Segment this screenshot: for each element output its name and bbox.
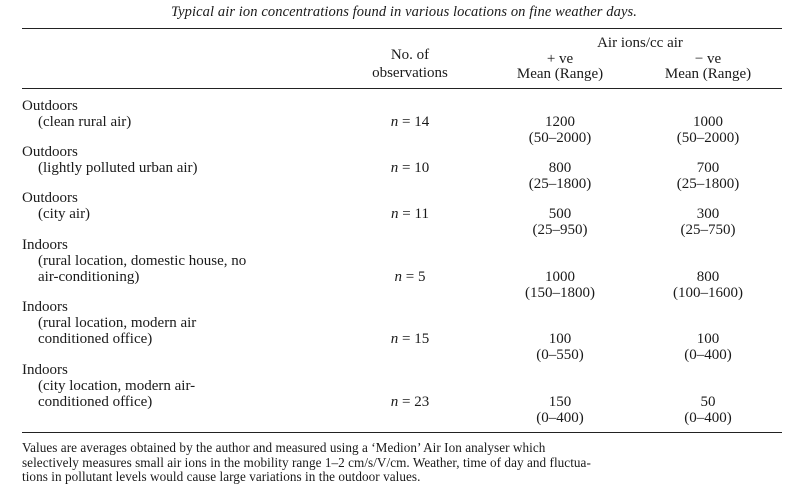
positive-range: (50–2000) (528, 130, 592, 146)
row-location: Outdoors (22, 144, 78, 160)
obs-header-line2: observations (372, 65, 448, 81)
row-description: (clean rural air) (38, 114, 132, 130)
n-symbol: n (394, 269, 403, 285)
header-rule (22, 88, 782, 89)
n-symbol: n (390, 160, 399, 176)
negative-mean: 300 (696, 206, 720, 222)
negative-mean: 1000 (693, 114, 723, 130)
row-description: (rural location, modern air (38, 315, 197, 331)
negative-range: (50–2000) (676, 130, 740, 146)
row-observations (350, 331, 470, 348)
positive-range: (25–1800) (528, 176, 592, 192)
footnote-line: tions in pollutant levels would cause large variations in the outdoor values. (22, 469, 421, 484)
positive-header: + ve (546, 51, 574, 67)
row-description: conditioned office) (38, 394, 153, 410)
positive-range: (0–550) (536, 347, 584, 363)
negative-mean-range-header: Mean (Range) (664, 66, 752, 82)
bottom-rule (22, 432, 782, 433)
positive-mean-range-header: Mean (Range) (516, 66, 604, 82)
row-description: conditioned office) (38, 331, 153, 347)
n-value: = 14 (402, 114, 430, 130)
table-caption: Typical air ion concentrations found in various locations on fine weather days. (171, 4, 637, 20)
n-value: = 10 (402, 160, 430, 176)
negative-range: (100–1600) (673, 285, 743, 301)
negative-mean: 100 (696, 331, 720, 347)
positive-mean: 1200 (545, 114, 575, 130)
n-symbol: n (390, 331, 399, 347)
positive-mean: 150 (548, 394, 572, 410)
row-description: (city air) (38, 206, 91, 222)
n-value: = 15 (402, 331, 430, 347)
n-value: = 5 (405, 269, 426, 285)
row-description: (rural location, domestic house, no (38, 253, 247, 269)
positive-mean: 100 (548, 331, 572, 347)
negative-range: (0–400) (684, 347, 732, 363)
positive-mean: 500 (548, 206, 572, 222)
table-footnote (22, 441, 792, 485)
positive-range: (0–400) (536, 410, 584, 426)
negative-header: − ve (694, 51, 722, 67)
row-location: Outdoors (22, 98, 78, 114)
positive-range: (150–1800) (525, 285, 595, 301)
positive-mean: 1000 (545, 269, 575, 285)
negative-range: (25–750) (680, 222, 736, 238)
positive-range: (25–950) (532, 222, 588, 238)
row-description: (lightly polluted urban air) (38, 160, 198, 176)
row-observations (350, 206, 470, 223)
obs-header-line1: No. of (390, 47, 430, 63)
footnote-line: Values are averages obtained by the author and measured using a ‘Medion’ Air Ion analyser which (22, 440, 546, 455)
row-observations (350, 160, 470, 177)
n-value: = 23 (402, 394, 430, 410)
negative-range: (25–1800) (676, 176, 740, 192)
row-location: Indoors (22, 237, 68, 253)
row-observations (350, 114, 470, 131)
footnote-line: selectively measures small air ions in the mobility range 1–2 cm/s/V/cm. Weather, time of day and fluctua- (22, 454, 591, 470)
negative-mean: 50 (700, 394, 716, 410)
row-description: air-conditioning) (38, 269, 140, 285)
n-symbol: n (391, 206, 399, 222)
negative-range: (0–400) (684, 410, 732, 426)
n-value: = 11 (402, 206, 429, 222)
positive-mean: 800 (548, 160, 572, 176)
row-location: Outdoors (22, 190, 78, 206)
negative-mean: 800 (696, 269, 720, 285)
row-location: Indoors (22, 299, 68, 315)
row-location: Indoors (22, 362, 68, 378)
row-observations (350, 394, 470, 411)
air-ions-header: Air ions/cc air (597, 35, 683, 51)
row-description: (city location, modern air- (38, 378, 196, 394)
n-symbol: n (390, 394, 399, 410)
negative-mean: 700 (696, 160, 720, 176)
n-symbol: n (390, 114, 399, 130)
row-observations (350, 269, 470, 286)
top-rule (22, 28, 782, 29)
